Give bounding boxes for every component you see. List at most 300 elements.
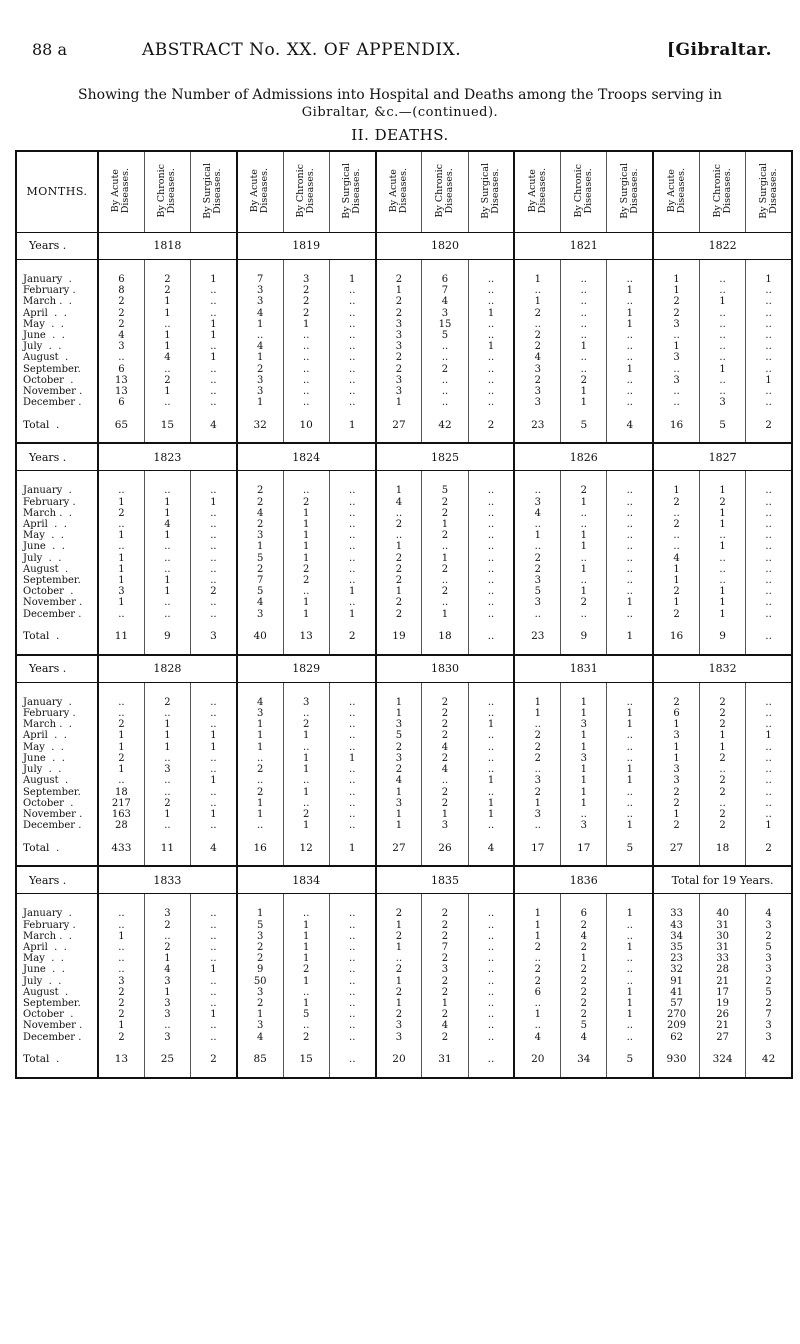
data-cell: .. — [561, 330, 607, 341]
spacer-row — [16, 894, 792, 909]
data-cell: 5 — [514, 586, 560, 597]
data-cell: .. — [329, 1009, 375, 1020]
data-cell: 2 — [376, 308, 422, 319]
data-cell: 1 — [283, 753, 329, 764]
data-cell: 3 — [144, 764, 190, 775]
data-cell: .. — [468, 609, 514, 620]
data-cell: 2 — [514, 976, 560, 987]
spacer-cell — [329, 260, 375, 275]
data-cell: .. — [468, 397, 514, 408]
data-cell: 1 — [144, 508, 190, 519]
spacer-cell — [144, 894, 190, 909]
data-cell: 3 — [746, 920, 792, 931]
data-cell: 1 — [514, 920, 560, 931]
data-cell: 41 — [653, 987, 699, 998]
data-cell: 2 — [561, 597, 607, 608]
year-header: 1826 — [514, 443, 653, 471]
data-cell: 1 — [98, 931, 144, 942]
data-cell: 2 — [746, 998, 792, 1009]
data-cell: .. — [376, 953, 422, 964]
data-cell: 1 — [422, 553, 468, 564]
month-label: July . . — [23, 975, 62, 987]
table-row — [16, 798, 792, 809]
total-cell: 10 — [283, 408, 329, 443]
data-cell: 1 — [191, 742, 237, 753]
total-cell: .. — [468, 620, 514, 655]
data-cell: 5 — [561, 1020, 607, 1031]
data-cell: 2 — [237, 953, 283, 964]
table-row — [16, 553, 792, 564]
data-cell: 1 — [144, 530, 190, 541]
data-cell: 1 — [191, 964, 237, 975]
spacer-cell — [16, 682, 98, 697]
total-cell: 16 — [653, 620, 699, 655]
data-cell: .. — [329, 564, 375, 575]
data-cell: 209 — [653, 1020, 699, 1031]
year-header: 1818 — [98, 233, 237, 260]
page-header — [32, 40, 772, 64]
data-cell: 1 — [607, 820, 653, 831]
data-cell: 3 — [376, 1032, 422, 1043]
spacer-cell — [653, 682, 699, 697]
data-cell: 6 — [561, 908, 607, 919]
month-label: August . — [23, 986, 69, 998]
total-cell: 13 — [283, 620, 329, 655]
data-cell: 1 — [746, 730, 792, 741]
data-cell: 1 — [653, 485, 699, 496]
data-cell: 1 — [607, 319, 653, 330]
data-cell: 2 — [422, 908, 468, 919]
data-cell: 57 — [653, 998, 699, 1009]
year-header: 1832 — [653, 655, 792, 683]
data-cell: 2 — [376, 597, 422, 608]
data-cell: 3 — [561, 719, 607, 730]
data-cell: 2 — [283, 497, 329, 508]
data-cell: .. — [468, 564, 514, 575]
data-cell: 1 — [376, 920, 422, 931]
data-cell: .. — [329, 920, 375, 931]
data-cell: 1 — [514, 296, 560, 307]
data-cell: 1 — [746, 820, 792, 831]
month-label: July . . — [23, 341, 62, 353]
data-cell: .. — [98, 519, 144, 530]
data-cell: .. — [329, 508, 375, 519]
data-cell: 3 — [144, 998, 190, 1009]
data-cell: 3 — [514, 809, 560, 820]
data-cell: .. — [468, 987, 514, 998]
data-cell: 6 — [422, 274, 468, 285]
data-cell: .. — [561, 609, 607, 620]
data-cell: .. — [98, 609, 144, 620]
month-label: April . . — [23, 941, 67, 953]
table-row — [16, 742, 792, 753]
data-cell: .. — [329, 386, 375, 397]
data-cell: 1 — [283, 976, 329, 987]
column-header-label: By Surgical Diseases. — [757, 162, 779, 219]
data-cell: 1 — [422, 809, 468, 820]
data-cell: 1 — [144, 330, 190, 341]
data-cell: 2 — [422, 1009, 468, 1020]
data-cell: .. — [422, 341, 468, 352]
table-row — [16, 285, 792, 296]
data-cell: 3 — [283, 274, 329, 285]
data-cell: .. — [746, 564, 792, 575]
year-header: 1819 — [237, 233, 376, 260]
data-cell: 2 — [561, 987, 607, 998]
data-cell: .. — [468, 508, 514, 519]
data-cell: 2 — [376, 964, 422, 975]
total-cell: 1 — [329, 831, 375, 866]
data-cell: 4 — [746, 908, 792, 919]
table-row — [16, 931, 792, 942]
data-cell: .. — [746, 586, 792, 597]
data-cell: 1 — [699, 485, 745, 496]
data-cell: 40 — [699, 908, 745, 919]
column-header — [144, 151, 190, 233]
data-cell: 1 — [98, 564, 144, 575]
data-cell: .. — [699, 575, 745, 586]
data-cell: 1 — [283, 609, 329, 620]
data-cell: 1 — [237, 742, 283, 753]
total-cell: 17 — [514, 831, 560, 866]
data-cell: 4 — [514, 1032, 560, 1043]
total-cell: 1 — [607, 620, 653, 655]
data-cell: .. — [468, 764, 514, 775]
total-cell: 433 — [98, 831, 144, 866]
data-cell: 27 — [699, 1032, 745, 1043]
data-cell: .. — [191, 530, 237, 541]
data-cell: 1 — [699, 597, 745, 608]
data-cell: 2 — [699, 787, 745, 798]
data-cell: 5 — [746, 942, 792, 953]
data-cell: 3 — [237, 296, 283, 307]
data-cell: .. — [468, 1009, 514, 1020]
total-cell: 4 — [191, 408, 237, 443]
data-cell: .. — [468, 352, 514, 363]
column-header — [237, 151, 283, 233]
spacer-cell — [237, 260, 283, 275]
table-row — [16, 920, 792, 931]
data-cell: .. — [607, 742, 653, 753]
data-cell: 3 — [376, 798, 422, 809]
data-cell: 1 — [191, 330, 237, 341]
data-cell: 32 — [653, 964, 699, 975]
data-cell: 2 — [237, 364, 283, 375]
data-cell: .. — [191, 564, 237, 575]
data-cell: .. — [607, 730, 653, 741]
month-label: February . — [23, 496, 76, 508]
data-cell: 1 — [283, 530, 329, 541]
data-cell: .. — [191, 931, 237, 942]
data-cell: .. — [468, 976, 514, 987]
data-cell: 4 — [144, 964, 190, 975]
spacer-cell — [653, 260, 699, 275]
data-cell: 2 — [561, 976, 607, 987]
year-header: 1829 — [237, 655, 376, 683]
column-header-label: By Acute Diseases. — [665, 167, 687, 213]
data-cell: .. — [468, 730, 514, 741]
table-row — [16, 697, 792, 708]
data-cell: 3 — [237, 386, 283, 397]
data-cell: 3 — [237, 1020, 283, 1031]
data-cell: .. — [98, 964, 144, 975]
data-cell: 17 — [699, 987, 745, 998]
spacer-cell — [98, 471, 144, 486]
data-cell: 1 — [144, 719, 190, 730]
region-label: [Gibraltar. — [666, 40, 772, 60]
data-cell: .. — [144, 485, 190, 496]
column-header-label: By Acute Diseases. — [387, 167, 409, 213]
caption-line-1: Showing the Number of Admissions into Hospital and Deaths among the Troops serving in — [78, 87, 722, 103]
spacer-cell — [376, 682, 422, 697]
data-cell: 2 — [422, 976, 468, 987]
data-cell: .. — [144, 541, 190, 552]
data-cell: 21 — [699, 976, 745, 987]
total-cell: 2 — [191, 1043, 237, 1078]
data-cell: 1 — [561, 541, 607, 552]
data-cell: .. — [98, 485, 144, 496]
total-cell: 26 — [422, 831, 468, 866]
data-cell: 4 — [514, 508, 560, 519]
data-cell: .. — [329, 575, 375, 586]
column-header-label: By Chronic Diseases. — [433, 163, 455, 218]
data-cell: 33 — [653, 908, 699, 919]
data-cell: .. — [607, 564, 653, 575]
column-header — [376, 151, 422, 233]
data-cell: .. — [191, 541, 237, 552]
spacer-cell — [514, 682, 560, 697]
data-cell: 2 — [653, 296, 699, 307]
data-cell: 3 — [514, 775, 560, 786]
data-cell: .. — [699, 319, 745, 330]
data-cell: .. — [329, 530, 375, 541]
data-cell: .. — [144, 753, 190, 764]
column-header — [561, 151, 607, 233]
table-row — [16, 575, 792, 586]
spacer-cell — [98, 894, 144, 909]
spacer-cell — [237, 682, 283, 697]
spacer-cell — [283, 682, 329, 697]
data-cell: .. — [144, 931, 190, 942]
total-label: Total . — [16, 408, 98, 443]
column-header-label: By Chronic Diseases. — [711, 163, 733, 218]
table-row — [16, 541, 792, 552]
data-cell: 1 — [376, 586, 422, 597]
data-cell: .. — [607, 586, 653, 597]
data-cell: 1 — [561, 787, 607, 798]
data-cell: .. — [746, 708, 792, 719]
data-cell: 1 — [514, 530, 560, 541]
data-cell: .. — [468, 485, 514, 496]
spacer-cell — [653, 894, 699, 909]
data-cell: 2 — [283, 964, 329, 975]
data-cell: 3 — [98, 341, 144, 352]
spacer-cell — [468, 260, 514, 275]
table-row — [16, 998, 792, 1009]
data-cell: .. — [329, 1020, 375, 1031]
data-cell: 3 — [376, 386, 422, 397]
data-cell: 3 — [561, 753, 607, 764]
month-label: January . — [23, 908, 72, 920]
data-cell: .. — [514, 541, 560, 552]
data-cell: .. — [468, 519, 514, 530]
data-cell: 1 — [191, 352, 237, 363]
total-cell: 9 — [699, 620, 745, 655]
data-cell: .. — [191, 987, 237, 998]
data-cell: .. — [191, 341, 237, 352]
data-cell: .. — [607, 541, 653, 552]
spacer-cell — [746, 260, 792, 275]
data-cell: 2 — [98, 753, 144, 764]
data-cell: 2 — [98, 998, 144, 1009]
data-cell: 2 — [376, 1009, 422, 1020]
spacer-cell — [514, 894, 560, 909]
column-header-label: By Surgical Diseases. — [618, 162, 640, 219]
total-cell: 13 — [98, 1043, 144, 1078]
spacer-cell — [422, 260, 468, 275]
column-header — [283, 151, 329, 233]
data-cell: 2 — [422, 719, 468, 730]
data-cell: 1 — [607, 908, 653, 919]
data-cell: 1 — [561, 341, 607, 352]
column-header-label: By Chronic Diseases. — [156, 163, 178, 218]
data-cell: 2 — [191, 586, 237, 597]
total-cell: 930 — [653, 1043, 699, 1078]
data-cell: 2 — [699, 719, 745, 730]
total-cell: 23 — [514, 620, 560, 655]
data-cell: 2 — [653, 519, 699, 530]
data-cell: 1 — [422, 609, 468, 620]
data-cell: 1 — [283, 597, 329, 608]
data-cell: 3 — [561, 820, 607, 831]
spacer-cell — [468, 471, 514, 486]
month-label: June . . — [23, 752, 65, 764]
spacer-cell — [561, 471, 607, 486]
table-row — [16, 787, 792, 798]
data-cell: 1 — [653, 597, 699, 608]
data-cell: .. — [653, 530, 699, 541]
data-cell: 4 — [422, 742, 468, 753]
data-cell: 2 — [283, 575, 329, 586]
data-cell: 2 — [653, 787, 699, 798]
data-cell: 1 — [561, 708, 607, 719]
data-cell: 1 — [144, 341, 190, 352]
data-cell: .. — [191, 953, 237, 964]
total-cell: 27 — [376, 408, 422, 443]
data-cell: .. — [746, 285, 792, 296]
data-cell: 1 — [468, 341, 514, 352]
data-cell: .. — [699, 764, 745, 775]
data-cell: 1 — [607, 942, 653, 953]
data-cell: 4 — [144, 519, 190, 530]
column-header-label: By Acute Diseases. — [249, 167, 271, 213]
data-cell: .. — [283, 352, 329, 363]
data-cell: .. — [653, 541, 699, 552]
data-cell: .. — [191, 708, 237, 719]
total-cell: 32 — [237, 408, 283, 443]
data-cell: .. — [468, 553, 514, 564]
data-cell: 1 — [237, 541, 283, 552]
data-cell: 2 — [699, 497, 745, 508]
month-label: April . . — [23, 519, 67, 531]
data-cell: .. — [329, 341, 375, 352]
data-cell: 3 — [514, 497, 560, 508]
data-cell: 4 — [422, 296, 468, 307]
data-cell: .. — [468, 586, 514, 597]
data-cell: 2 — [561, 998, 607, 1009]
total-cell: .. — [746, 620, 792, 655]
data-cell: 4 — [237, 308, 283, 319]
data-cell: .. — [746, 341, 792, 352]
month-label: May . . — [23, 530, 64, 542]
data-cell: .. — [514, 285, 560, 296]
data-cell: 3 — [376, 341, 422, 352]
data-cell: .. — [283, 1020, 329, 1031]
table-row — [16, 308, 792, 319]
data-cell: 1 — [191, 274, 237, 285]
data-cell: .. — [746, 296, 792, 307]
data-cell: 3 — [746, 953, 792, 964]
data-cell: .. — [468, 541, 514, 552]
data-cell: .. — [746, 352, 792, 363]
data-cell: 1 — [376, 397, 422, 408]
data-cell: 3 — [514, 397, 560, 408]
data-cell: 1 — [376, 697, 422, 708]
data-cell: 1 — [699, 296, 745, 307]
data-cell: 2 — [422, 497, 468, 508]
years-label: Years . — [16, 866, 98, 894]
table-row — [16, 809, 792, 820]
data-cell: .. — [607, 964, 653, 975]
total-cell: 2 — [468, 408, 514, 443]
data-cell: 1 — [699, 609, 745, 620]
data-cell: 33 — [699, 953, 745, 964]
data-cell: 2 — [376, 519, 422, 530]
total-cell: 2 — [746, 408, 792, 443]
data-cell: .. — [144, 820, 190, 831]
total-cell: 17 — [561, 831, 607, 866]
data-cell: 2 — [514, 964, 560, 975]
data-cell: .. — [699, 330, 745, 341]
month-label: December . — [23, 820, 82, 832]
data-cell: .. — [514, 1020, 560, 1031]
spacer-cell — [699, 894, 745, 909]
data-cell: 1 — [283, 931, 329, 942]
data-cell: .. — [746, 809, 792, 820]
table-row — [16, 274, 792, 285]
total-cell: 2 — [746, 831, 792, 866]
data-cell: 26 — [699, 1009, 745, 1020]
spacer-cell — [422, 682, 468, 697]
data-cell: .. — [191, 908, 237, 919]
spacer-cell — [16, 894, 98, 909]
data-cell: 1 — [98, 742, 144, 753]
deaths-data-table — [15, 150, 793, 1079]
data-cell: 1 — [607, 998, 653, 1009]
data-cell: 1 — [468, 798, 514, 809]
data-cell: 1 — [514, 697, 560, 708]
data-cell: 1 — [699, 541, 745, 552]
data-cell: .. — [746, 530, 792, 541]
data-cell: 1 — [144, 987, 190, 998]
table-caption — [0, 86, 800, 122]
data-cell: 3 — [514, 364, 560, 375]
table-row — [16, 775, 792, 786]
data-cell: .. — [607, 697, 653, 708]
year-header: 1831 — [514, 655, 653, 683]
data-cell: .. — [746, 787, 792, 798]
data-cell: 2 — [144, 798, 190, 809]
